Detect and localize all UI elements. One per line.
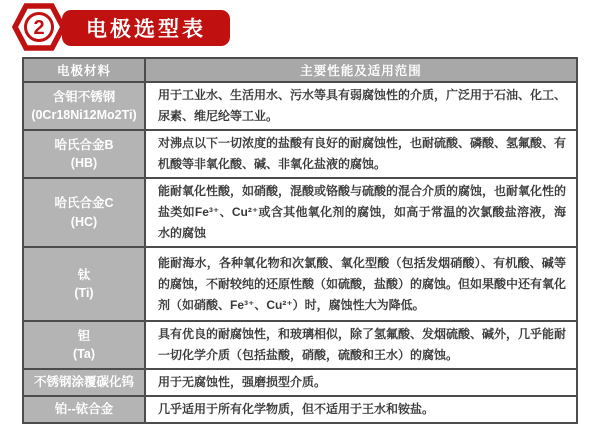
table-row: [23, 396, 577, 423]
material-grade: (Ti): [74, 286, 94, 300]
material-name: 不锈钢涂覆碳化钨: [33, 375, 134, 390]
material-name: 哈氏合金B: [54, 137, 114, 152]
table-header-row: [23, 58, 577, 82]
table-row: [23, 369, 577, 396]
material-cell: [23, 321, 145, 369]
material-name: 哈氏合金C: [54, 196, 114, 211]
performance-cell: 对沸点以下一切浓度的盐酸有良好的耐腐蚀性，也耐硫酸、磷酸、氢氟酸、有机酸等非氧化酸、碱、非氧化盐液的腐蚀。: [145, 130, 577, 178]
page-title: 电极选型表: [62, 10, 230, 46]
material-name: 钛: [77, 267, 91, 282]
material-cell: [23, 396, 145, 423]
column-header-performance: 主要性能及适用范围: [145, 58, 577, 82]
material-grade: (HB): [70, 156, 98, 170]
performance-cell: 用于工业水、生活用水、污水等具有弱腐蚀性的介质，广泛用于石油、化工、尿素、维尼纶等工业。: [145, 82, 577, 130]
material-cell: [23, 178, 145, 247]
material-grade: (Ta): [73, 347, 95, 361]
material-grade: (0Cr18Ni12Mo2Ti): [31, 108, 137, 122]
material-name: 含钼不锈钢: [52, 89, 116, 104]
table-row: [23, 321, 577, 369]
step-number-badge: [11, 2, 67, 52]
column-header-material: 电极材料: [23, 58, 145, 82]
table-row: [23, 130, 577, 178]
material-cell: [23, 82, 145, 130]
performance-cell: 能耐海水，各种氧化物和次氯酸、氧化型酸（包括发烟硝酸）、有机酸、碱等的腐蚀，不耐较纯的还原性酸（如硫酸，盐酸）的腐蚀。但如果酸中还有氧化剂（如硝酸、Fe³⁺、Cu²⁺）时，腐蚀性大为降低。: [145, 247, 577, 321]
performance-cell: 用于无腐蚀性，强磨损型介质。: [145, 369, 577, 396]
performance-cell: 能耐氧化性酸，如硝酸，混酸或铬酸与硫酸的混合介质的腐蚀，也耐氧化性的盐类如Fe³⁺、Cu²⁺或含其他氧化剂的腐蚀，如高于常温的次氯酸盐溶液，海水的腐蚀: [145, 178, 577, 247]
material-cell: [23, 130, 145, 178]
material-grade: (HC): [70, 214, 98, 229]
page-header: [0, 0, 600, 57]
electrode-selection-table: [22, 57, 578, 424]
material-name: 钽: [77, 328, 91, 343]
material-name: 铂--铱合金: [54, 402, 114, 417]
table-row: [23, 82, 577, 130]
material-cell: [23, 369, 145, 396]
badge-number: 2: [33, 17, 45, 39]
table-row: [23, 178, 577, 247]
table-row: [23, 247, 577, 321]
performance-cell: 几乎适用于所有化学物质，但不适用于王水和铵盐。: [145, 396, 577, 423]
material-cell: [23, 247, 145, 321]
performance-cell: 具有优良的耐腐蚀性，和玻璃相似，除了氢氟酸、发烟硫酸、碱外，几乎能耐一切化学介质（包括盐酸，硝酸，硫酸和王水）的腐蚀。: [145, 321, 577, 369]
